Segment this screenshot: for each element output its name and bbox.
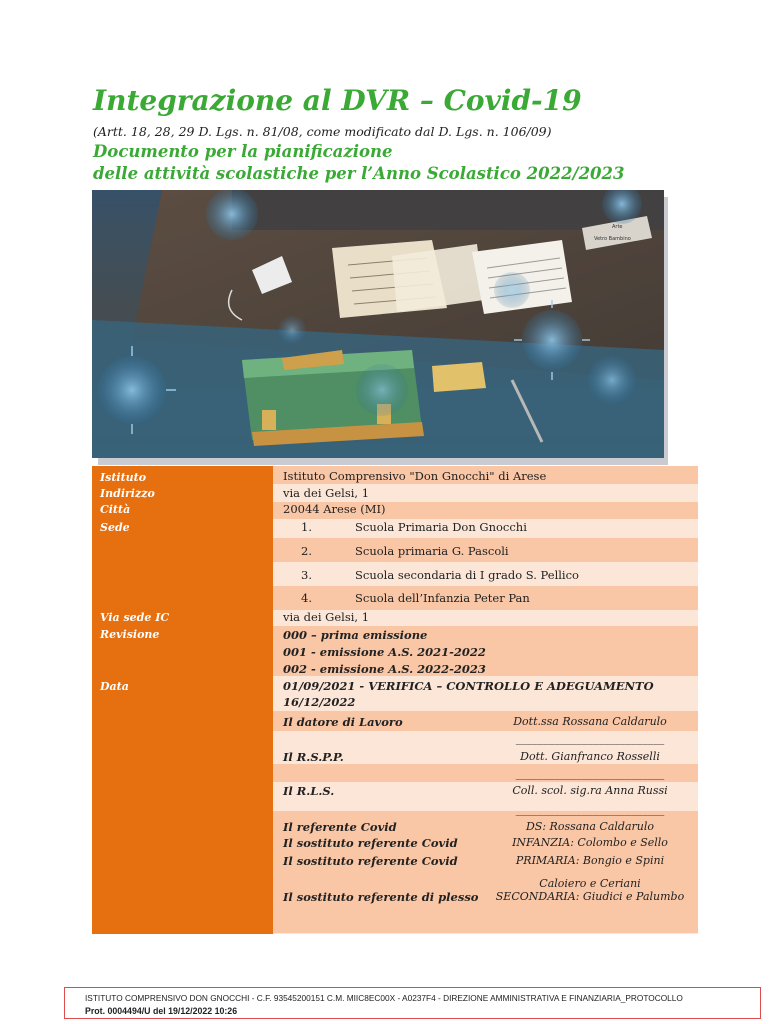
note-label-bottom: Vetro Bambino bbox=[594, 236, 631, 242]
sede-name: Scuola secondaria di I grado S. Pellico bbox=[355, 568, 579, 582]
via-sede-value: via dei Gelsi, 1 bbox=[283, 610, 370, 624]
sede-name: Scuola Primaria Don Gnocchi bbox=[355, 520, 527, 534]
sede-name: Scuola dell’Infanzia Peter Pan bbox=[355, 591, 530, 605]
citta-value: 20044 Arese (MI) bbox=[283, 502, 386, 516]
sede-label: Sede bbox=[100, 521, 130, 534]
revisione-entry: 000 – prima emissione bbox=[283, 628, 428, 642]
legal-references: (Artt. 18, 28, 29 D. Lgs. n. 81/08, come modificato dal D. Lgs. n. 106/09) bbox=[93, 124, 552, 139]
rspp-role: Il R.S.P.P. bbox=[283, 750, 344, 764]
sostituto-name: PRIMARIA: Bongio e Spini bbox=[515, 854, 665, 867]
covid-school-desk-image bbox=[92, 190, 664, 458]
referente-role: Il referente Covid bbox=[283, 820, 397, 834]
document-subtitle-line2: delle attività scolastiche per l’Anno Scolastico 2022/2023 bbox=[93, 164, 625, 183]
value-column bbox=[273, 466, 698, 934]
revisione-entry: 002 - emissione A.S. 2022-2023 bbox=[283, 662, 486, 676]
sostituto-role: Il sostituto referente Covid bbox=[283, 854, 458, 868]
plesso-name-2: SECONDARIA: Giudici e Palumbo bbox=[495, 890, 685, 903]
note-label-top: Arte bbox=[612, 224, 623, 230]
protocol-footer bbox=[64, 987, 761, 1019]
istituto-value: Istituto Comprensivo "Don Gnocchi" di Arese bbox=[283, 469, 547, 483]
document-info-table bbox=[92, 466, 698, 934]
document-title: Integrazione al DVR – Covid-19 bbox=[93, 84, 582, 117]
istituto-label: Istituto bbox=[100, 471, 147, 484]
rls-name: Coll. scol. sig.ra Anna Russi bbox=[512, 784, 668, 797]
revisione-entry: 001 - emissione A.S. 2021-2022 bbox=[283, 645, 486, 659]
revisione-label: Revisione bbox=[100, 628, 160, 641]
plesso-name-1: Caloiero e Ceriani bbox=[539, 877, 641, 890]
indirizzo-label: Indirizzo bbox=[100, 487, 155, 500]
indirizzo-value: via dei Gelsi, 1 bbox=[283, 486, 370, 500]
referente-name: DS: Rossana Caldarulo bbox=[525, 820, 655, 833]
protocol-institute-line: ISTITUTO COMPRENSIVO DON GNOCCHI - C.F. 93545200151 C.M. MIIC8EC00X - A0237F4 - DIREZIONE AMMINISTRATIVA E FINANZIARIA_PROTOCOLLO bbox=[85, 993, 683, 1003]
sede-number: 3. bbox=[301, 568, 312, 582]
signature-line: ___________________________ bbox=[515, 732, 665, 745]
rspp-name: Dott. Gianfranco Rosselli bbox=[520, 750, 660, 763]
protocol-number: Prot. 0004494/U del 19/12/2022 10:26 bbox=[85, 1006, 238, 1016]
data-line1: 01/09/2021 - VERIFICA – CONTROLLO E ADEGUAMENTO bbox=[283, 679, 654, 693]
datore-role: Il datore di Lavoro bbox=[283, 715, 403, 729]
sostituto-name: INFANZIA: Colombo e Sello bbox=[512, 836, 668, 849]
citta-label: Città bbox=[100, 503, 131, 516]
data-label: Data bbox=[100, 680, 129, 693]
plesso-role: Il sostituto referente di plesso bbox=[283, 890, 479, 904]
sede-number: 1. bbox=[301, 520, 312, 534]
signature-line: ___________________________ bbox=[515, 803, 665, 816]
data-line2: 16/12/2022 bbox=[283, 695, 356, 709]
sede-name: Scuola primaria G. Pascoli bbox=[355, 544, 509, 558]
signature-line: ___________________________ bbox=[515, 767, 665, 780]
sostituto-role: Il sostituto referente Covid bbox=[283, 836, 458, 850]
sede-number: 2. bbox=[301, 544, 312, 558]
via-sede-label: Via sede IC bbox=[100, 611, 170, 624]
document-subtitle-line1: Documento per la pianificazione bbox=[93, 142, 393, 161]
cover-photo bbox=[92, 190, 664, 458]
rls-role: Il R.L.S. bbox=[283, 784, 335, 798]
sede-number: 4. bbox=[301, 591, 312, 605]
label-column bbox=[92, 466, 273, 934]
datore-name: Dott.ssa Rossana Caldarulo bbox=[513, 715, 667, 728]
